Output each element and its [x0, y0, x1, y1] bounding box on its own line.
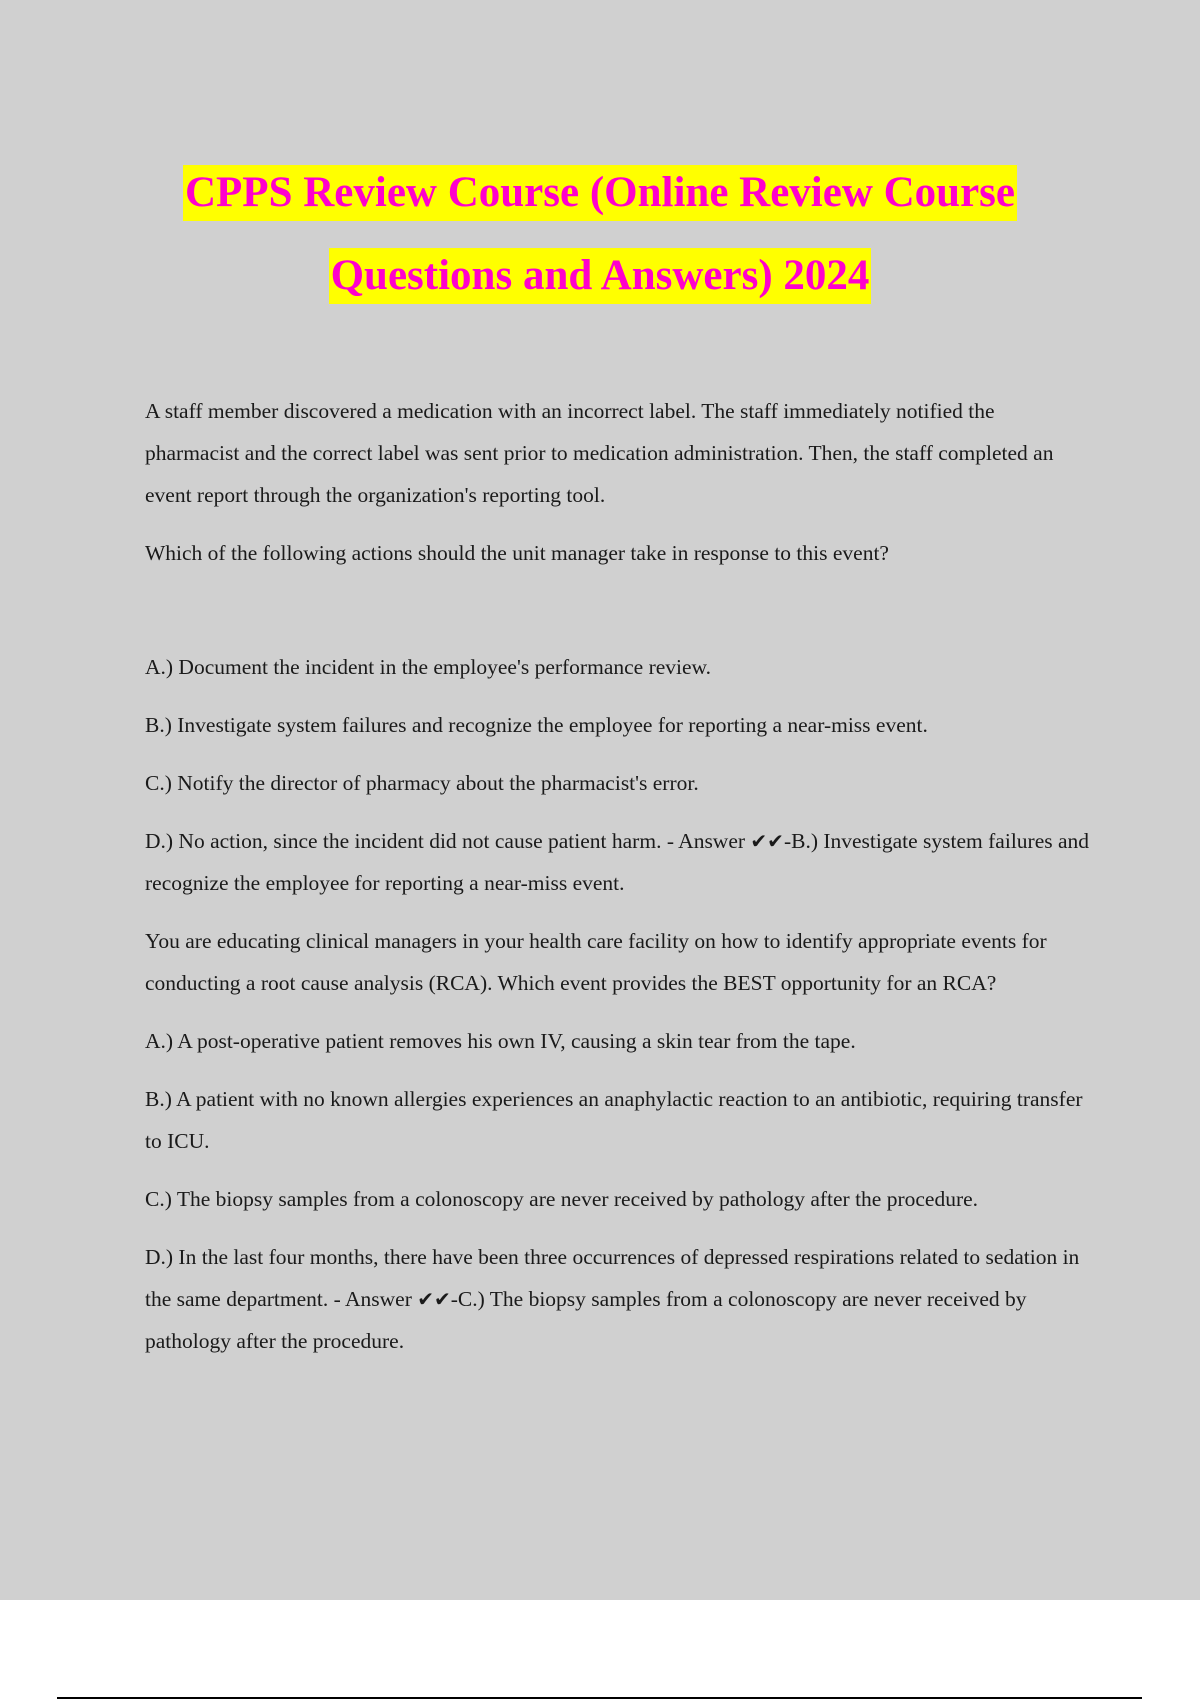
q2-question: You are educating clinical managers in your health care facility on how to identify appropriate events for conducting a root cause analysis (RCA). Which event provides the BEST opportunity for an RCA?	[145, 929, 1047, 995]
q1-option-d: D.) No action, since the incident did not cause patient harm. - Answer	[145, 829, 751, 853]
document-title	[0, 165, 1200, 304]
document-body	[145, 390, 1090, 1362]
title-line-2: Questions and Answers) 2024	[329, 248, 872, 304]
q1-option-b: B.) Investigate system failures and recognize the employee for reporting a near-miss event.	[145, 713, 928, 737]
q1-option-c: C.) Notify the director of pharmacy about the pharmacist's error.	[145, 771, 699, 795]
answer-check-icon: ✔✔	[750, 829, 784, 853]
q1-scenario: A staff member discovered a medication with an incorrect label. The staff immediately notified the pharmacist and the correct label was sent prior to medication administration. Then, the staff completed an event report through the organization's reporting tool.	[145, 399, 1054, 507]
q2-answer: -C.) The biopsy samples from a colonoscopy are never received by pathology after the procedure.	[145, 1287, 1027, 1353]
q2-option-b: B.) A patient with no known allergies experiences an anaphylactic reaction to an antibiotic, requiring transfer to ICU.	[145, 1087, 1083, 1153]
q1-option-a: A.) Document the incident in the employee's performance review.	[145, 655, 712, 679]
answer-check-icon: ✔✔	[417, 1287, 451, 1311]
q2-option-d-with-answer	[145, 1236, 1090, 1362]
footer-divider	[57, 1697, 1142, 1699]
q1-option-d-with-answer	[145, 820, 1090, 904]
q1-answer: -B.) Investigate system failures and recognize the employee for reporting a near-miss event.	[145, 829, 1090, 895]
q1-question: Which of the following actions should the unit manager take in response to this event?	[145, 541, 889, 565]
q2-option-c: C.) The biopsy samples from a colonoscopy are never received by pathology after the procedure.	[145, 1187, 979, 1211]
page-footer-area	[0, 1600, 1200, 1700]
q2-option-a: A.) A post-operative patient removes his own IV, causing a skin tear from the tape.	[145, 1029, 856, 1053]
title-line-1: CPPS Review Course (Online Review Course	[183, 165, 1017, 221]
q2-option-d: D.) In the last four months, there have been three occurrences of depressed respirations related to sedation in the same department. - Answer	[145, 1245, 1080, 1311]
